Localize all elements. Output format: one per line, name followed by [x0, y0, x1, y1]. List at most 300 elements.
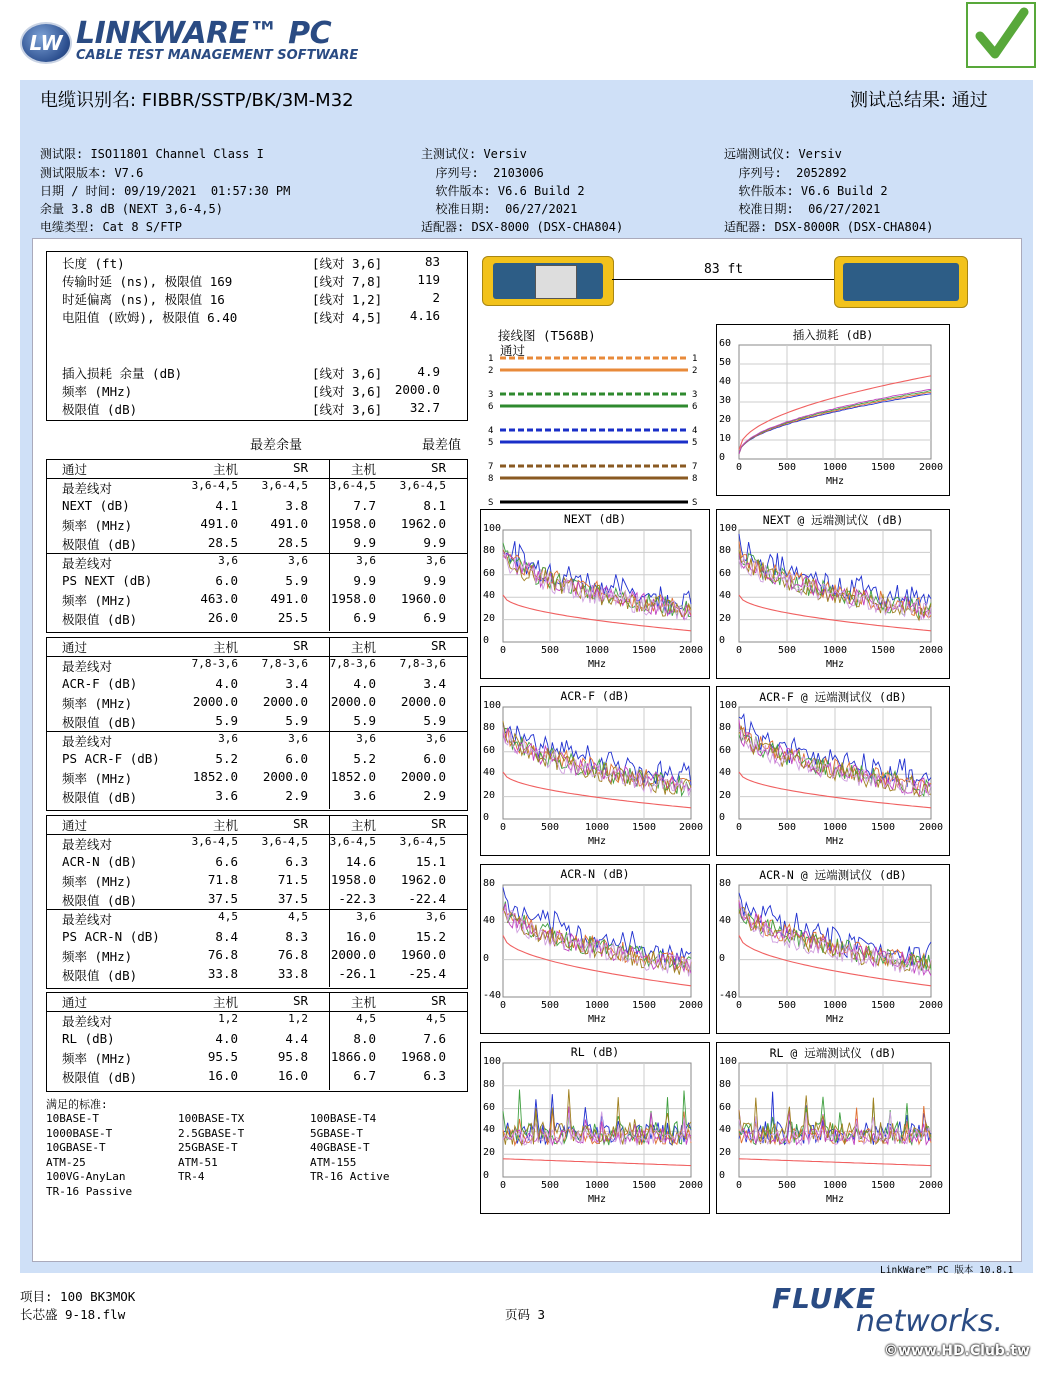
standard-item: ATM-155	[310, 1155, 357, 1169]
table-cell: 5.9	[285, 572, 308, 588]
chart-rl_r	[716, 1042, 950, 1214]
table-cell: 1960.0	[400, 947, 446, 963]
standard-item: TR-4	[178, 1170, 205, 1184]
chart-title: ACR-F (dB)	[560, 689, 630, 703]
table-row-label: PS ACR-N (dB)	[62, 928, 160, 944]
chart-xtick: 2000	[918, 645, 944, 656]
standard-item: 100BASE-TX	[178, 1112, 245, 1125]
wiremap-pin-label: 1	[488, 354, 494, 364]
table-row-label: 最差线对	[62, 837, 113, 852]
chart-il	[716, 324, 950, 496]
table-cell: 1958.0	[330, 591, 376, 607]
chart-ytick: 0	[719, 1170, 726, 1181]
summary-pair: [线对 7,8]	[312, 274, 383, 289]
wiremap-pin-label: 6	[488, 402, 494, 412]
table-cell: -26.1	[338, 965, 376, 981]
table-row-label: 最差线对	[62, 911, 113, 927]
table-cell: 6.3	[423, 1068, 446, 1084]
table-cell: 5.9	[215, 713, 238, 729]
table-row-label: 频率 (MHz)	[62, 949, 133, 965]
chart-xtick: 0	[735, 645, 743, 656]
chart-ytick: 40	[719, 915, 732, 927]
table-header-cell: SR	[292, 638, 308, 653]
table-cell: 76.8	[277, 947, 308, 963]
table-cell: 1958.0	[330, 872, 376, 888]
chart-xtick: 1000	[822, 1180, 848, 1191]
chart-xtick: 2000	[678, 1000, 704, 1011]
chart-xtick: 1000	[584, 1180, 610, 1191]
table-cell: 1962.0	[400, 872, 446, 888]
table-cell: 1958.0	[330, 516, 376, 532]
table-cell: 3,6	[356, 731, 376, 745]
table-cell: 5.2	[215, 750, 238, 766]
wiremap-pin-label: 6	[692, 402, 698, 412]
table-cell: 37.5	[277, 891, 308, 907]
chart-xtick: 2000	[678, 822, 704, 833]
table-cell: 4.0	[353, 675, 376, 691]
table-header-cell: 主机	[350, 462, 376, 477]
chart-acrn_r	[716, 864, 950, 1034]
chart-xtick: 1500	[631, 822, 657, 833]
table-cell: 8.1	[423, 497, 446, 513]
standard-item: 100VG-AnyLan	[46, 1170, 126, 1184]
table-cell: 25.5	[277, 609, 308, 625]
table-cell: 8.3	[285, 928, 308, 944]
table-header-cell: 主机	[212, 462, 238, 477]
summary-value: 83	[424, 254, 440, 269]
chart-rl	[480, 1042, 710, 1214]
table-cell: 491.0	[270, 516, 308, 532]
chart-xtick: 2000	[918, 1000, 944, 1011]
chart-xtick: 500	[540, 1180, 560, 1191]
table-cell: 6.7	[353, 1068, 376, 1084]
table-cell: 37.5	[207, 891, 238, 907]
table-header-cell: SR	[292, 993, 308, 1008]
table-cell: 2.9	[423, 787, 446, 803]
table-header-cell: 通过	[62, 818, 88, 833]
table-cell: 3,6	[356, 909, 376, 923]
chart-xtick: 500	[540, 1000, 560, 1011]
table-cell: 16.0	[277, 1068, 308, 1084]
linkware-logo-title: LINKWARE™ PC	[76, 16, 332, 51]
standard-item: TR-16 Active	[310, 1170, 390, 1184]
chart-ytick: 40	[483, 767, 496, 779]
chart-title: NEXT (dB)	[563, 512, 627, 526]
chart-ytick: 80	[483, 878, 496, 889]
chart-ytick: 40	[483, 915, 496, 927]
standard-item: 1000BASE-T	[46, 1126, 113, 1140]
chart-xlabel: MHz	[825, 659, 845, 670]
fluke-logo: FLUKE	[772, 1282, 876, 1315]
chart-ytick: 80	[719, 1078, 732, 1090]
overall-result: 测试总结果: 通过	[850, 90, 988, 111]
chart-acrf	[480, 686, 710, 856]
wiremap-status: 通过	[500, 343, 526, 358]
summary-value: 32.7	[409, 400, 440, 415]
table-cell: 2000.0	[262, 694, 308, 710]
table-cell: 7.6	[423, 1030, 446, 1046]
wiremap-pin-label: 3	[692, 390, 698, 400]
table-cell: 4.1	[215, 497, 238, 513]
table-cell: 3,6-4,5	[261, 479, 308, 492]
table-cell: 2000.0	[400, 769, 446, 785]
chart-ytick: 80	[483, 1078, 496, 1090]
standard-item: 40GBASE-T	[310, 1141, 370, 1155]
chart-xlabel: MHz	[587, 659, 607, 670]
chart-acrf_r	[716, 686, 950, 856]
table-cell: 3.6	[353, 787, 376, 803]
table-row-label: 频率 (MHz)	[62, 696, 133, 712]
chart-ytick: 20	[719, 1147, 732, 1159]
cable-id: 电缆识别名: FIBBR/SSTP/BK/3M-M32	[40, 90, 354, 111]
table-row-label: ACR-N (dB)	[62, 853, 138, 869]
table-cell: 3,6	[288, 731, 308, 745]
standard-item: ATM-25	[46, 1155, 86, 1169]
table-cell: 2.9	[285, 787, 308, 803]
chart-xtick: 1000	[822, 822, 848, 833]
table-cell: 1968.0	[400, 1049, 446, 1065]
project-name: 项目: 100 BK3MOK	[20, 1289, 136, 1304]
chart-ytick: 20	[483, 1147, 496, 1159]
standard-item: 25GBASE-T	[178, 1141, 238, 1155]
table-cell: 6.3	[285, 853, 308, 869]
chart-ytick: 80	[483, 545, 496, 557]
table-cell: 491.0	[270, 591, 308, 607]
summary-label: 插入损耗 余量 (dB)	[62, 366, 183, 381]
chart-ytick: 0	[483, 812, 490, 823]
remote-tester-device-icon	[834, 256, 968, 308]
table-cell: 3,6-4,5	[329, 479, 376, 492]
chart-xtick: 0	[735, 1180, 743, 1191]
chart-xtick: 0	[735, 462, 743, 473]
chart-ytick: 60	[719, 1101, 732, 1113]
worst-value-heading: 最差值	[422, 438, 462, 453]
table-row-label: PS ACR-F (dB)	[62, 750, 160, 766]
summary-label: 长度 (ft)	[62, 256, 125, 271]
chart-ytick: 50	[719, 357, 732, 368]
chart-xtick: 1500	[870, 822, 896, 833]
table-header-cell: 通过	[62, 995, 88, 1010]
table-cell: 6.9	[353, 609, 376, 625]
table-header-cell: 通过	[62, 462, 88, 477]
table-cell: 7,8-3,6	[329, 657, 376, 670]
table-row-label: 最差线对	[62, 733, 113, 749]
chart-ytick: 0	[483, 1170, 490, 1181]
chart-xtick: 2000	[678, 1180, 704, 1191]
chart-ytick: 40	[719, 590, 732, 602]
table-cell: 9.9	[353, 572, 376, 588]
linkware-logo-badge: LW	[20, 22, 72, 64]
table-row-label: NEXT (dB)	[62, 497, 130, 513]
chart-title: ACR-N @ 远端测试仪 (dB)	[759, 868, 907, 882]
summary-label: 传输时延 (ns), 极限值 169	[62, 274, 233, 289]
table-cell: 5.9	[285, 713, 308, 729]
table-cell: 3,6-4,5	[399, 835, 446, 848]
chart-ytick: 60	[483, 1101, 496, 1113]
chart-ytick: 40	[719, 767, 732, 779]
chart-xtick: 1000	[584, 822, 610, 833]
table-row-label: 频率 (MHz)	[62, 771, 133, 787]
chart-ytick: 80	[719, 722, 732, 734]
chart-ytick: 0	[719, 452, 726, 463]
chart-xtick: 1500	[631, 1180, 657, 1191]
summary-pair: [线对 1,2]	[312, 292, 383, 307]
table-header-cell: SR	[430, 638, 446, 653]
main-tester-device-icon	[482, 256, 614, 306]
wiremap-pin-label: 4	[692, 426, 698, 436]
table-cell: 7,8-3,6	[399, 657, 446, 670]
chart-ytick: 10	[719, 433, 732, 444]
table-row-label: PS NEXT (dB)	[62, 572, 153, 588]
chart-ytick: 100	[719, 523, 738, 534]
table-cell: 4,5	[218, 909, 238, 923]
chart-ytick: 20	[719, 789, 732, 801]
table-cell: 1962.0	[400, 516, 446, 532]
chart-ytick: 100	[719, 1056, 738, 1067]
table-cell: 26.0	[207, 609, 238, 625]
table-cell: 2000.0	[400, 694, 446, 710]
chart-xlabel: MHz	[587, 836, 607, 847]
chart-title: RL @ 远端测试仪 (dB)	[769, 1046, 897, 1060]
table-cell: 3,6	[356, 553, 376, 567]
table-cell: 7.7	[353, 497, 376, 513]
chart-xlabel: MHz	[825, 836, 845, 847]
table-row-label: 最差线对	[62, 1014, 113, 1029]
chart-xtick: 2000	[918, 1180, 944, 1191]
chart-xtick: 1000	[822, 645, 848, 656]
chart-ytick: 100	[483, 1056, 502, 1067]
chart-xtick: 1500	[870, 645, 896, 656]
table-cell: 3,6	[218, 731, 238, 745]
chart-ytick: 60	[719, 567, 732, 579]
table-cell: -25.4	[408, 965, 446, 981]
table-row-label: 极限值 (dB)	[62, 1070, 138, 1086]
chart-xtick: 1000	[584, 645, 610, 656]
table-cell: 3,6	[426, 909, 446, 923]
table-row-label: 频率 (MHz)	[62, 874, 133, 890]
table-cell: 71.8	[207, 872, 238, 888]
table-cell: 9.9	[353, 535, 376, 551]
standard-item: TR-16 Passive	[46, 1185, 133, 1198]
header-left-column: 测试限: ISO11801 Channel Class I 测试限版本: V7.6 日期 / 时间: 09/19/2021 01:57:30 PM 余量 3.8 dB (NEXT 3,6-4,5) 电缆类型: Cat 8 S/FTP	[40, 147, 291, 235]
chart-xlabel: MHz	[825, 1014, 845, 1025]
table-row-label: 极限值 (dB)	[62, 611, 138, 627]
chart-title: ACR-F @ 远端测试仪 (dB)	[759, 690, 907, 704]
wiremap-pin-label: 1	[692, 354, 698, 364]
networks-logo: networks.	[856, 1304, 1003, 1339]
chart-xlabel: MHz	[825, 476, 845, 487]
chart-xtick: 500	[777, 822, 797, 833]
wiremap-pin-label: 5	[692, 438, 698, 448]
wiremap-pin-label: 2	[692, 366, 698, 376]
table-cell: 4,5	[426, 1012, 446, 1025]
table-cell: 9.9	[423, 535, 446, 551]
table-cell: 1960.0	[400, 591, 446, 607]
chart-xtick: 0	[499, 822, 507, 833]
table-row-label: 极限值 (dB)	[62, 715, 138, 731]
table-cell: 1852.0	[192, 769, 238, 785]
table-cell: 3.6	[215, 787, 238, 803]
wiremap-pin-label: 7	[488, 462, 494, 472]
wiremap-title: 接线图 (T568B)	[498, 328, 596, 343]
table-cell: 6.0	[215, 572, 238, 588]
table-cell: 71.5	[277, 872, 308, 888]
standard-item: 10GBASE-T	[46, 1141, 106, 1155]
header-main-tester: 主测试仪: Versiv 序列号: 2103006 软件版本: V6.6 Build 2 校准日期: 06/27/2021 适配器: DSX-8000 (DSX-CHA804)	[421, 147, 624, 235]
chart-ytick: 40	[483, 590, 496, 602]
wiremap-pin-label: 8	[692, 474, 698, 484]
table-header-cell: SR	[430, 460, 446, 475]
length-label: 83 ft	[704, 262, 744, 277]
table-cell: 491.0	[200, 516, 238, 532]
chart-ytick: 80	[719, 878, 732, 889]
table-cell: 8.0	[353, 1030, 376, 1046]
wiremap-pin-label: S	[488, 498, 494, 508]
table-cell: 2000.0	[330, 694, 376, 710]
chart-xtick: 1000	[822, 1000, 848, 1011]
table-cell: 95.8	[277, 1049, 308, 1065]
summary-label: 频率 (MHz)	[62, 384, 133, 399]
summary-value: 4.16	[409, 308, 440, 323]
table-cell: 33.8	[277, 965, 308, 981]
wiremap-pin-label: 5	[488, 438, 494, 448]
table-row-label: 频率 (MHz)	[62, 1051, 133, 1067]
chart-ytick: 0	[719, 952, 726, 964]
table-row-label: 极限值 (dB)	[62, 789, 138, 805]
chart-next	[480, 509, 710, 679]
worst-margin-heading: 最差余量	[250, 438, 303, 453]
chart-xtick: 1500	[631, 1000, 657, 1011]
summary-pair: [线对 3,6]	[312, 402, 383, 417]
table-cell: 1,2	[218, 1012, 238, 1025]
table-cell: -22.3	[338, 891, 376, 907]
table-header-cell: 主机	[350, 640, 376, 655]
table-header-cell: 主机	[212, 640, 238, 655]
summary-pair: [线对 4,5]	[312, 310, 383, 325]
chart-ytick: 0	[719, 635, 726, 646]
chart-ytick: 0	[719, 812, 726, 823]
summary-pair: [线对 3,6]	[312, 366, 383, 381]
table-row-label: 最差线对	[62, 481, 113, 496]
table-header-cell: 主机	[350, 995, 376, 1010]
wiremap-pin-label: 4	[488, 426, 494, 436]
chart-xtick: 500	[777, 645, 797, 656]
standard-item: ATM-51	[178, 1155, 218, 1169]
chart-xtick: 500	[777, 1180, 797, 1191]
watermark: ©www.HD.Club.tw	[884, 1343, 1030, 1359]
summary-label: 极限值 (dB)	[62, 402, 138, 417]
table-header-cell: SR	[430, 816, 446, 831]
linkware-logo-subtitle: CABLE TEST MANAGEMENT SOFTWARE	[76, 48, 359, 63]
summary-label: 时延偏离 (ns), 极限值 16	[62, 292, 225, 307]
table-header-cell: 主机	[212, 995, 238, 1010]
table-cell: 95.5	[207, 1049, 238, 1065]
chart-xtick: 0	[735, 1000, 743, 1011]
wiremap-diagram	[484, 350, 704, 510]
table-cell: 15.2	[415, 928, 446, 944]
table-cell: 3.4	[285, 675, 308, 691]
table-cell: 5.9	[353, 713, 376, 729]
table-row-label: 最差线对	[62, 659, 113, 674]
summary-pair: [线对 3,6]	[312, 384, 383, 399]
table-row-label: RL (dB)	[62, 1030, 115, 1046]
wiremap-pin-label: S	[692, 498, 698, 508]
table-row-label: 极限值 (dB)	[62, 537, 138, 553]
chart-xtick: 1500	[870, 1000, 896, 1011]
table-cell: 2000.0	[262, 769, 308, 785]
chart-xtick: 1500	[870, 462, 896, 473]
chart-ytick: -40	[483, 990, 502, 1001]
table-cell: 3,6-4,5	[329, 835, 376, 848]
chart-xtick: 500	[777, 1000, 797, 1011]
table-cell: 4,5	[356, 1012, 376, 1025]
table-header-cell: 主机	[212, 818, 238, 833]
table-cell: 2000.0	[192, 694, 238, 710]
table-cell: 28.5	[277, 535, 308, 551]
table-cell: 3.8	[285, 497, 308, 513]
table-cell: 3,6	[288, 553, 308, 567]
chart-ytick: 20	[483, 612, 496, 624]
table-cell: 4,5	[288, 909, 308, 923]
chart-ytick: 20	[483, 789, 496, 801]
chart-ytick: 100	[483, 700, 502, 711]
table-row-label: 频率 (MHz)	[62, 518, 133, 534]
chart-title: RL (dB)	[570, 1045, 620, 1059]
chart-ytick: 60	[483, 567, 496, 579]
chart-xtick: 0	[499, 1000, 507, 1011]
chart-ytick: 80	[719, 545, 732, 557]
chart-ytick: 100	[483, 523, 502, 534]
chart-xtick: 0	[735, 822, 743, 833]
table-cell: 5.9	[423, 713, 446, 729]
chart-ytick: 80	[483, 722, 496, 734]
chart-ytick: 40	[483, 1124, 496, 1136]
table-header-cell: SR	[430, 993, 446, 1008]
chart-xlabel: MHz	[587, 1014, 607, 1025]
chart-title: ACR-N (dB)	[560, 867, 630, 881]
table-cell: 7,8-3,6	[261, 657, 308, 670]
table-cell: 6.0	[423, 750, 446, 766]
chart-title: NEXT @ 远端测试仪 (dB)	[762, 513, 904, 527]
software-version: LinkWare™ PC 版本 10.8.1	[880, 1265, 1014, 1276]
table-row-label: 极限值 (dB)	[62, 893, 138, 909]
chart-acrn	[480, 864, 710, 1034]
table-cell: 76.8	[207, 947, 238, 963]
table-cell: 33.8	[207, 965, 238, 981]
table-cell: 4.0	[215, 1030, 238, 1046]
table-cell: 3,6	[426, 731, 446, 745]
chart-ytick: 0	[483, 635, 490, 646]
summary-value: 4.9	[417, 364, 440, 379]
chart-ytick: 100	[719, 700, 738, 711]
table-cell: 2000.0	[330, 947, 376, 963]
standard-item: 10BASE-T	[46, 1112, 99, 1125]
chart-ytick: 30	[719, 395, 732, 406]
table-header-cell: 主机	[350, 818, 376, 833]
table-row-label: 频率 (MHz)	[62, 593, 133, 609]
chart-xtick: 500	[540, 822, 560, 833]
chart-xlabel: MHz	[587, 1194, 607, 1205]
summary-value: 2000.0	[394, 382, 440, 397]
chart-title: 插入损耗 (dB)	[792, 328, 874, 342]
chart-ytick: 40	[719, 1124, 732, 1136]
table-cell: 3.4	[423, 675, 446, 691]
table-cell: 3,6-4,5	[399, 479, 446, 492]
chart-ytick: -40	[719, 990, 738, 1001]
table-header-cell: SR	[292, 816, 308, 831]
chart-xtick: 500	[777, 462, 797, 473]
table-cell: 9.9	[423, 572, 446, 588]
